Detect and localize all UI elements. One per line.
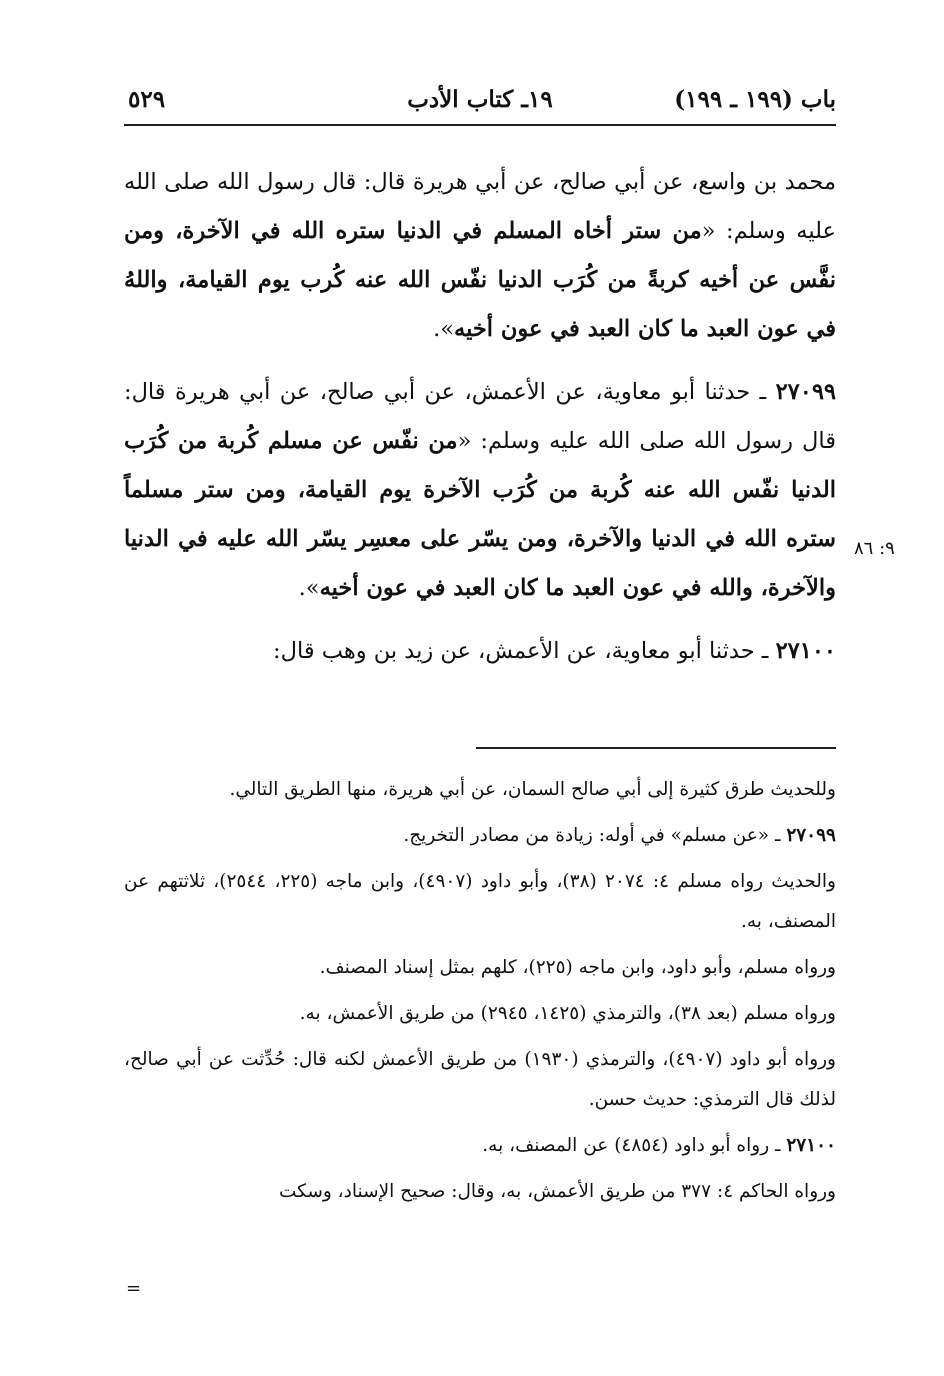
footnote-2-number: ٢٧٠٩٩ <box>786 825 836 846</box>
footnote-2-text: ـ «عن مسلم» في أوله: زيادة من مصادر التخريج. <box>403 825 787 846</box>
footnote-5: ورواه مسلم (بعد ٣٨)، والترمذي (١٤٢٥، ٢٩٤٥) من طريق الأعمش، به. <box>299 1003 836 1024</box>
book-title: ١٩ـ كتاب الأدب <box>407 86 553 113</box>
p2-outro: ». <box>298 575 320 601</box>
page-header <box>124 80 836 122</box>
paragraph-1 <box>124 158 836 354</box>
footnote-divider <box>476 747 836 749</box>
page-number: ٥٢٩ <box>128 86 166 113</box>
p2-hadith: من نفّس عن مسلم كُربة من كُرَب الدنيا نفّس الله عنه كُربة من كُرَب الآخرة يوم القيامة، ومن ستر مسلماً ستره الله في الدنيا والآخرة، ومن يسّر على معسِر يسّر الله عليه في الدنيا والآخرة، والله في عون العبد ما كان العبد في عون أخيه <box>124 428 836 601</box>
footnote-4: ورواه مسلم، وأبو داود، وابن ماجه (٢٢٥)، كلهم بمثل إسناد المصنف. <box>319 957 836 978</box>
footnote-2 <box>124 816 836 856</box>
paragraph-hadith-27099 <box>124 368 836 613</box>
p1-hadith: من ستر أخاه المسلم في الدنيا ستره الله في الآخرة، ومن نفَّس عن أخيه كربةً من كُرَب الدنيا نفّس الله عنه كُرب يوم القيامة، واللهُ في عون العبد ما كان العبد في عون أخيه <box>124 218 836 342</box>
p1-intro: محمد بن واسع، عن أبي صالح، عن أبي هريرة قال: قال رسول الله صلى الله عليه وسلم: « <box>124 169 836 244</box>
margin-reference: ٩: ٨٦ <box>854 538 895 559</box>
continuation-mark: = <box>126 1278 142 1299</box>
footnote-8: ورواه الحاكم ٤: ٣٧٧ من طريق الأعمش، به، وقال: صحيح الإسناد، وسكت <box>278 1181 836 1202</box>
footnote-3: والحديث رواه مسلم ٤: ٢٠٧٤ (٣٨)، وأبو داود (٤٩٠٧)، وابن ماجه (٢٢٥، ٢٥٤٤)، ثلاثتهم عن المصنف، به. <box>124 871 836 932</box>
footnote-7-text: ـ رواه أبو داود (٤٨٥٤) عن المصنف، به. <box>482 1135 787 1156</box>
hadith-number-27099: ٢٧٠٩٩ <box>775 379 836 405</box>
paragraph-hadith-27100 <box>124 627 836 676</box>
footnote-7-number: ٢٧١٠٠ <box>786 1135 836 1156</box>
main-text <box>124 158 836 676</box>
hadith-number-27100: ٢٧١٠٠ <box>775 638 836 664</box>
header-divider <box>124 124 836 126</box>
p1-outro: ». <box>433 316 455 342</box>
p2-intro: ـ حدثنا أبو معاوية، عن الأعمش، عن أبي صالح، عن أبي هريرة قال: قال رسول الله صلى الله عليه وسلم: « <box>124 379 836 454</box>
footnote-7 <box>124 1126 836 1166</box>
p3-text: ـ حدثنا أبو معاوية، عن الأعمش، عن زيد بن وهب قال: <box>273 638 776 664</box>
chapter-title: باب (١٩٩ ـ ١٩٩) <box>674 86 836 113</box>
footnote-6: ورواه أبو داود (٤٩٠٧)، والترمذي (١٩٣٠) من طريق الأعمش لكنه قال: حُدِّثت عن أبي صالح، لذلك قال الترمذي: حديث حسن. <box>124 1049 836 1110</box>
footnote-1: وللحديث طرق كثيرة إلى أبي صالح السمان، عن أبي هريرة، منها الطريق التالي. <box>229 779 836 800</box>
footnotes <box>124 770 836 1212</box>
